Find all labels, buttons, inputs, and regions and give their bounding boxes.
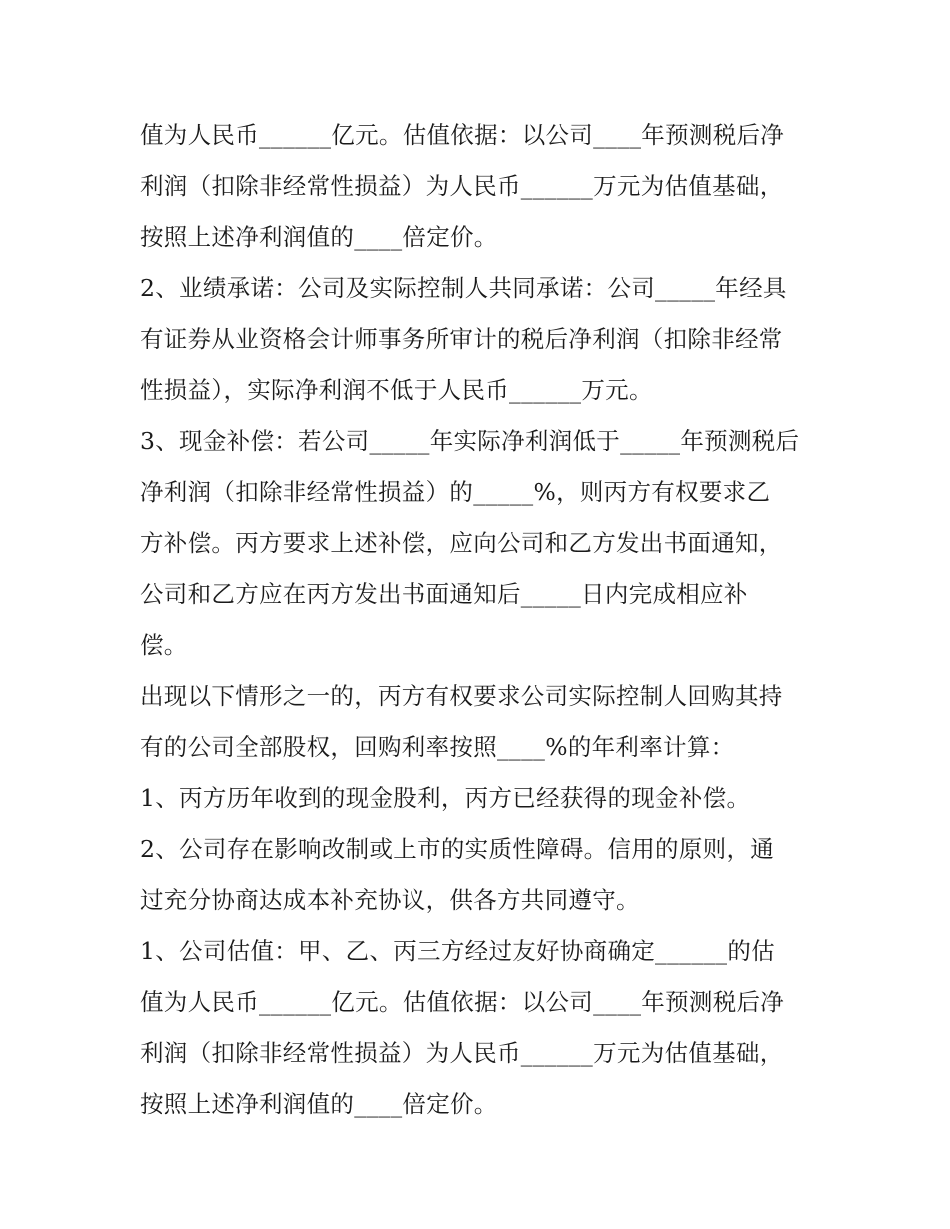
text-line: 有的公司全部股权，回购利率按照____%的年利率计算：	[140, 733, 735, 761]
text-line: 2、业绩承诺：公司及实际控制人共同承诺：公司_____年经具	[140, 274, 787, 302]
text-line: 净利润（扣除非经常性损益）的_____%，则丙方有权要求乙	[140, 478, 771, 506]
text-line: 出现以下情形之一的，丙方有权要求公司实际控制人回购其持	[140, 682, 783, 710]
text-line: 1、丙方历年收到的现金股利，丙方已经获得的现金补偿。	[140, 784, 751, 812]
text-line: 3、现金补偿：若公司_____年实际净利润低于_____年预测税后	[140, 427, 800, 455]
text-line: 方补偿。丙方要求上述补偿，应向公司和乙方发出书面通知，	[140, 529, 783, 557]
text-line: 按照上述净利润值的____倍定价。	[140, 1090, 498, 1118]
text-line: 值为人民币______亿元。估值依据：以公司____年预测税后净	[140, 988, 785, 1016]
text-line: 1、公司估值：甲、乙、丙三方经过友好协商确定______的估	[140, 937, 775, 965]
text-line: 2、公司存在影响改制或上市的实质性障碍。信用的原则，通	[140, 835, 775, 863]
text-line: 性损益），实际净利润不低于人民币______万元。	[140, 376, 653, 404]
text-line: 值为人民币______亿元。估值依据：以公司____年预测税后净	[140, 121, 785, 149]
text-line: 公司和乙方应在丙方发出书面通知后_____日内完成相应补	[140, 580, 748, 608]
text-line: 偿。	[140, 631, 188, 659]
text-line: 利润（扣除非经常性损益）为人民币______万元为估值基础，	[140, 172, 784, 200]
text-line: 过充分协商达成本补充协议，供各方共同遵守。	[140, 886, 640, 914]
document-body	[140, 110, 820, 1130]
text-line: 利润（扣除非经常性损益）为人民币______万元为估值基础，	[140, 1039, 784, 1067]
text-line: 按照上述净利润值的____倍定价。	[140, 223, 498, 251]
text-line: 有证券从业资格会计师事务所审计的税后净利润（扣除非经常	[140, 325, 783, 353]
